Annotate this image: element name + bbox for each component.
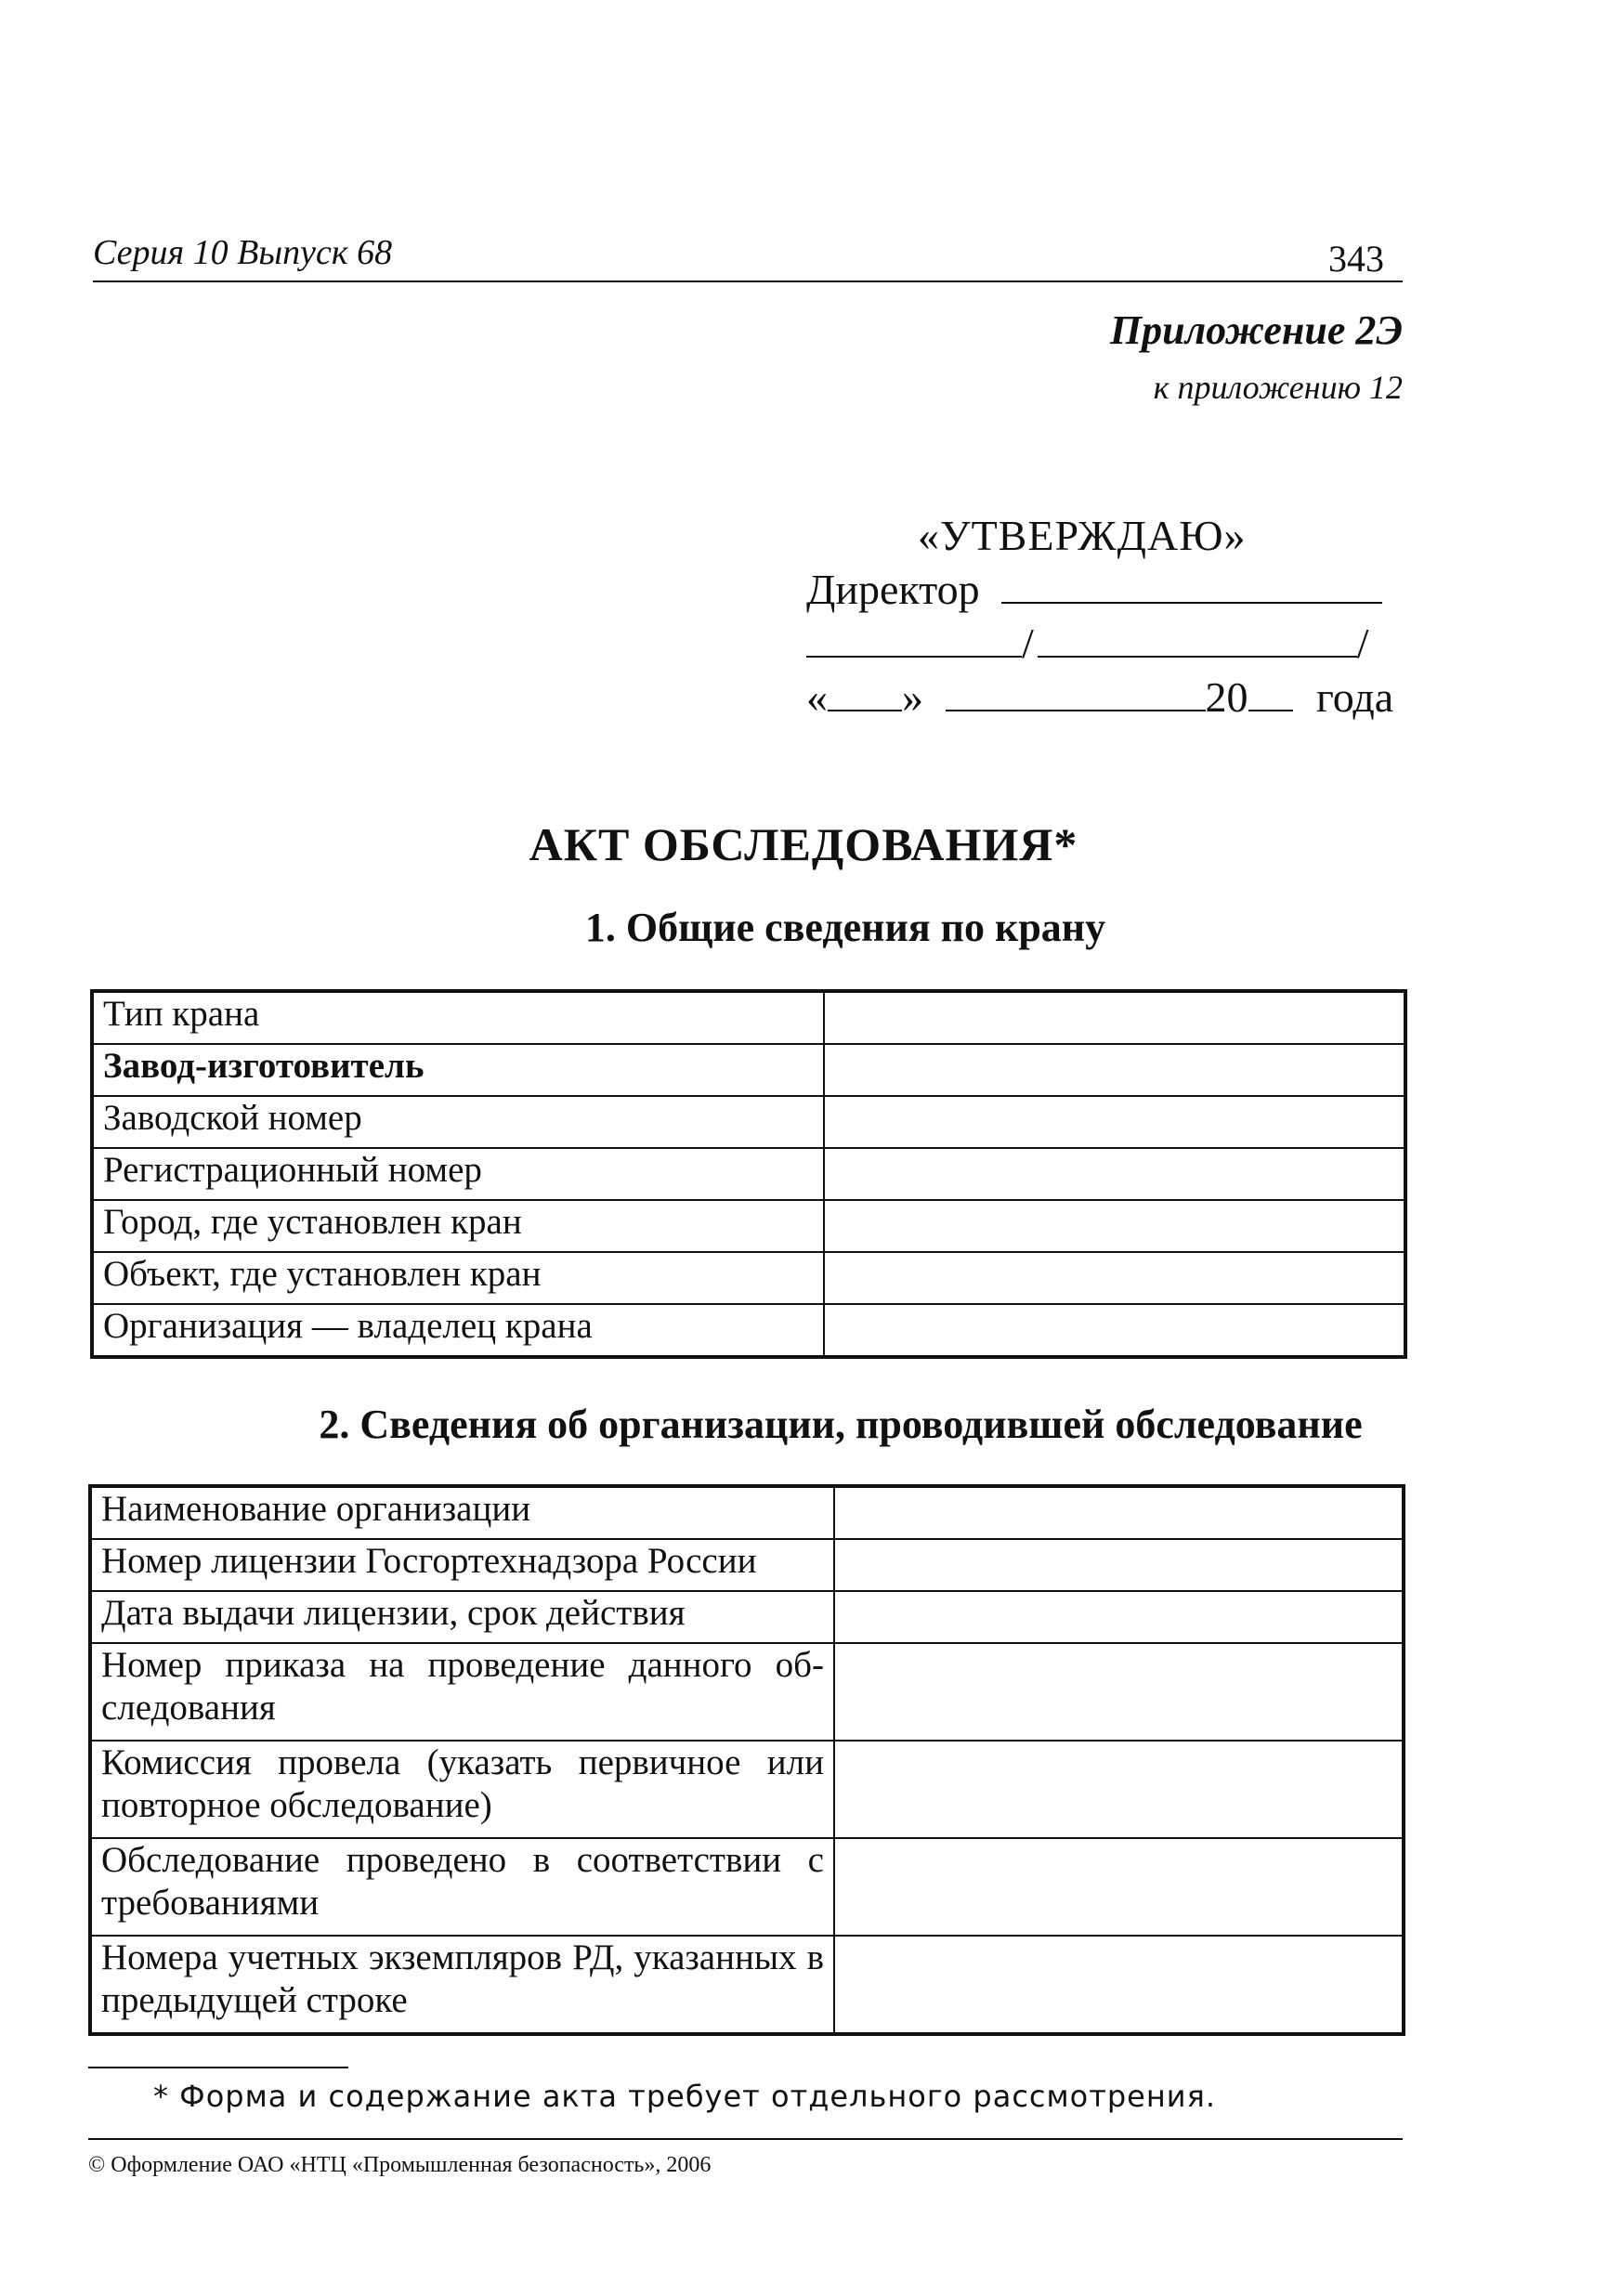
appendix-title: Приложение 2Э: [1109, 307, 1403, 353]
approval-heading: «УТВЕРЖДАЮ»: [918, 512, 1247, 559]
table-row: [92, 1096, 1405, 1148]
table-row: [90, 1741, 1404, 1838]
row-label: Дата выдачи лицензии, срок действия: [90, 1591, 834, 1643]
value-cell[interactable]: [824, 1148, 1405, 1200]
value-cell[interactable]: [824, 991, 1405, 1044]
value-cell[interactable]: [834, 1838, 1404, 1936]
table-row: [92, 1252, 1405, 1304]
table-row: [90, 1539, 1404, 1591]
director-label: Директор: [806, 566, 980, 613]
row-label: Тип крана: [92, 991, 824, 1044]
signature-name-row: [806, 619, 1369, 668]
signature-line: [806, 620, 1022, 658]
value-cell[interactable]: [824, 1044, 1405, 1096]
row-label: Объект, где установлен кран: [92, 1252, 824, 1304]
table-row: [90, 1643, 1404, 1741]
organization-info-table: [88, 1484, 1405, 2036]
table-row: [90, 1591, 1404, 1643]
document-title: АКТ ОБСЛЕДОВАНИЯ*: [529, 818, 1078, 870]
name-line: [1038, 620, 1357, 658]
table-row: [92, 991, 1405, 1044]
value-cell[interactable]: [834, 1539, 1404, 1591]
table-row: [92, 1200, 1405, 1252]
director-row: [806, 565, 1382, 614]
table-row: [90, 1838, 1404, 1936]
page-number: 343: [1328, 238, 1384, 280]
row-label: Комиссия провела (указать первичное или повторное обследование): [90, 1741, 834, 1838]
value-cell[interactable]: [834, 1741, 1404, 1838]
section2-title: 2. Сведения об организации, проводившей обследование: [319, 1402, 1363, 1447]
row-label: Номер лицензии Госгортехнадзора России: [90, 1539, 834, 1591]
row-label: Заводской номер: [92, 1096, 824, 1148]
copyright-divider: [88, 2138, 1403, 2140]
slash-separator: /: [1022, 620, 1034, 667]
year-suffix: года: [1316, 673, 1394, 721]
value-cell[interactable]: [834, 1591, 1404, 1643]
section1-title: 1. Общие сведения по крану: [584, 905, 1106, 950]
row-label: Номера учетных экземпляров РД, указанных в предыдущей строке: [90, 1936, 834, 2034]
month-line: [946, 674, 1206, 711]
slash-end: /: [1356, 620, 1369, 667]
quote-close: »: [902, 673, 923, 721]
year-line: [1248, 674, 1293, 711]
table-row: [90, 1486, 1404, 1539]
appendix-subtitle: к приложению 12: [1153, 369, 1403, 406]
row-label: Завод-изготовитель: [92, 1044, 824, 1096]
row-label: Наименование организации: [90, 1486, 834, 1539]
row-label: Номер приказа на проведение данного обследования: [90, 1643, 834, 1741]
crane-info-table: [90, 989, 1407, 1359]
day-line: [828, 674, 902, 711]
value-cell[interactable]: [824, 1096, 1405, 1148]
series-label: Серия 10 Выпуск 68: [93, 233, 393, 272]
date-row: [806, 672, 1393, 722]
value-cell[interactable]: [824, 1252, 1405, 1304]
footnote-divider: [88, 2067, 348, 2068]
table-row: [92, 1304, 1405, 1357]
quote-open: «: [806, 673, 828, 721]
value-cell[interactable]: [834, 1936, 1404, 2034]
value-cell[interactable]: [834, 1486, 1404, 1539]
value-cell[interactable]: [824, 1200, 1405, 1252]
row-label: Регистрационный номер: [92, 1148, 824, 1200]
copyright: © Оформление ОАО «НТЦ «Промышленная безопасность», 2006: [88, 2153, 712, 2177]
table-row: [90, 1936, 1404, 2034]
row-label: Организация — владелец крана: [92, 1304, 824, 1357]
header-divider: [93, 280, 1403, 282]
year-prefix: 20: [1205, 673, 1248, 721]
row-label: Город, где установлен кран: [92, 1200, 824, 1252]
value-cell[interactable]: [824, 1304, 1405, 1357]
value-cell[interactable]: [834, 1643, 1404, 1741]
table-row: [92, 1044, 1405, 1096]
director-signature-line: [1001, 567, 1382, 604]
table-row: [92, 1148, 1405, 1200]
footnote: * Форма и содержание акта требует отдельного рассмотрения.: [153, 2079, 1216, 2114]
row-label: Обследование проведено в соответствии с требованиями: [90, 1838, 834, 1936]
